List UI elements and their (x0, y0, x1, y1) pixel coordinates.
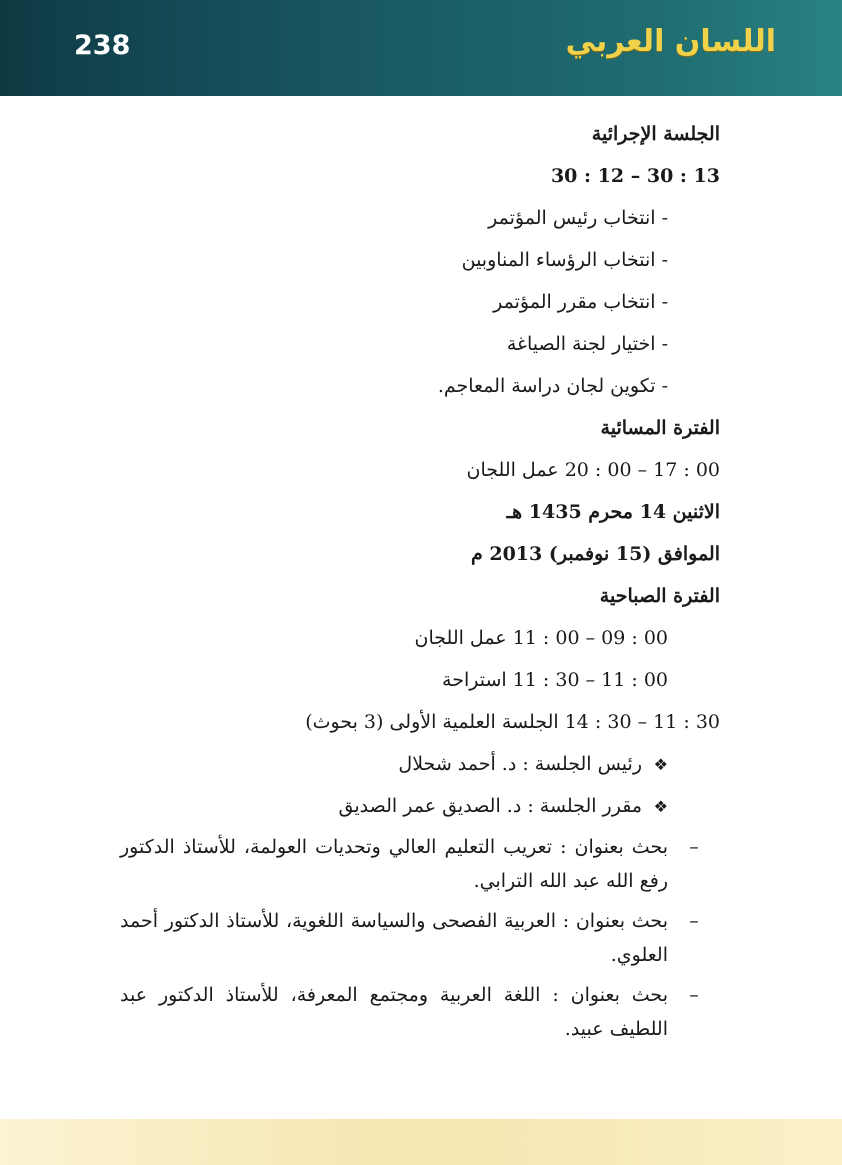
procedural-session-title: الجلسة الإجرائية (591, 123, 720, 145)
journal-logo: اللسان العربي (565, 24, 776, 59)
research-dash: – (689, 984, 699, 1006)
document-body (120, 116, 720, 1052)
research-dash: – (689, 910, 699, 932)
agenda-item: - انتخاب الرؤساء المناوبين (461, 249, 668, 271)
evening-entry: 00 : 17 – 00 : 20 عمل اللجان (466, 459, 720, 481)
schedule-entry: 00 : 09 – 00 : 11 عمل اللجان (414, 627, 668, 649)
agenda-item: - اختيار لجنة الصياغة (506, 333, 668, 355)
page-number: 238 (74, 30, 131, 61)
session-chair-text: رئيس الجلسة : د. أحمد شحلال (398, 753, 642, 775)
day-gregorian-date: الموافق (15 نوفمبر) 2013 م (470, 543, 720, 565)
diamond-bullet-icon: ❖ (653, 797, 668, 816)
agenda-item: - انتخاب رئيس المؤتمر (488, 207, 668, 229)
session-rapporteur (120, 788, 668, 830)
research-text: بحث بعنوان : تعريب التعليم العالي وتحديات العولمة، للأستاذ الدكتور رفع الله عبد الله الترابي. (120, 836, 668, 892)
page-footer-band (0, 1119, 842, 1165)
diamond-bullet-icon: ❖ (653, 755, 668, 774)
schedule-entry: 30 : 11 – 30 : 14 الجلسة العلمية الأولى (3 بحوث) (305, 711, 720, 733)
research-text: بحث بعنوان : العربية الفصحى والسياسة اللغوية، للأستاذ الدكتور أحمد العلوي. (120, 910, 668, 966)
agenda-item: - تكوين لجان دراسة المعاجم. (437, 375, 668, 397)
research-text: بحث بعنوان : اللغة العربية ومجتمع المعرفة، للأستاذ الدكتور عبد اللطيف عبيد. (120, 984, 668, 1040)
morning-period-title: الفترة الصباحية (599, 585, 720, 607)
agenda-item: - انتخاب مقرر المؤتمر (493, 291, 668, 313)
procedural-session-time: 13 : 30 – 12 : 30 (550, 165, 720, 187)
session-chair (120, 746, 668, 788)
research-item (120, 830, 720, 898)
evening-period-title: الفترة المسائية (600, 417, 720, 439)
session-rapporteur-text: مقرر الجلسة : د. الصديق عمر الصديق (338, 795, 642, 817)
research-item (120, 904, 720, 972)
research-dash: – (689, 836, 699, 858)
schedule-entry: 00 : 11 – 30 : 11 استراحة (442, 669, 668, 691)
research-item (120, 978, 720, 1046)
day-hijri-date: الاثنين 14 محرم 1435 هـ (506, 501, 720, 523)
page-header (0, 0, 842, 96)
